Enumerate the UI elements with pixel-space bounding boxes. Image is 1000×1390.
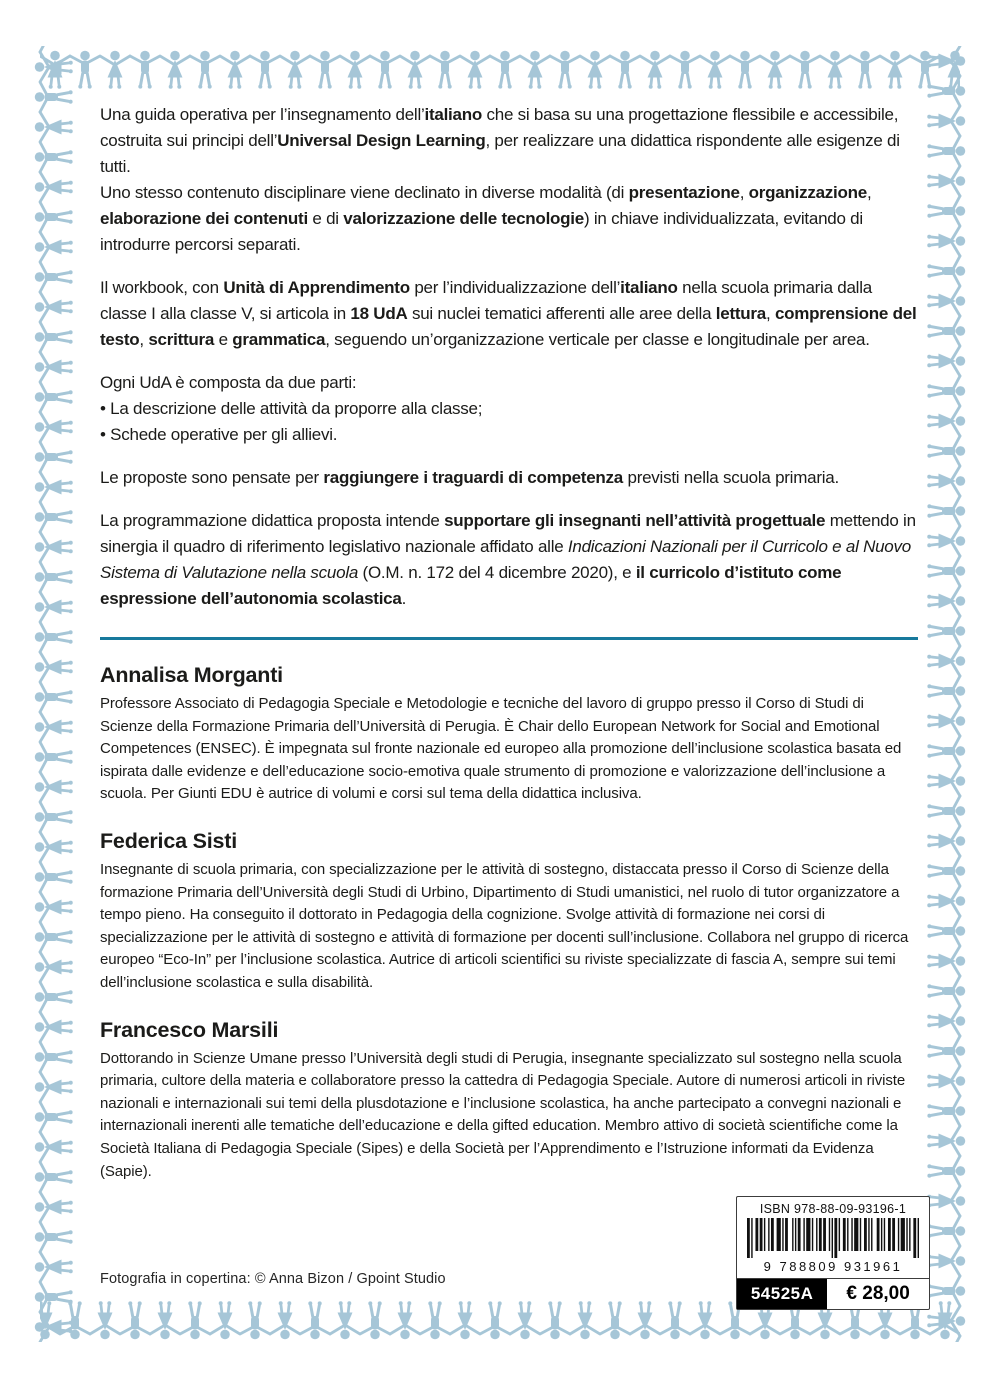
divider-rule: [100, 637, 918, 640]
author-section: [100, 829, 918, 995]
intro-paragraph: • Schede operative per gli allievi.: [100, 425, 338, 444]
doll-chain-border-right-icon: [924, 46, 968, 1342]
author-bio: Insegnante di scuola primaria, con specializzazione per le attività di sostegno, distaccata presso il Corso di Scienze della formazione Primaria dell’Università degli Studi di Urbino, Dipartimento di Studi umanistici, nel ruolo di tutor organizzatore a tempo pieno. Ha conseguito il dottorato in Pedagogia della cognizione. Svolge attività di formazione nei corsi di specializzazione per le attività di sostegno e attività di formazione per docenti sull’inclusione. Collabora nel gruppo di ricerca europeo “Eco-In” per l’inclusione scolastica. Autrice di articoli scientifici su riviste specializzate di fascia A, sempre sui temi dell’inclusione scolastica e sulla disabilità.: [100, 860, 909, 991]
intro-paragraph: • La descrizione delle attività da proporre alla classe;: [100, 399, 483, 418]
intro-paragraph: Una guida operativa per l’insegnamento dell’italiano che si basa su una progettazione flessibile e accessibile, costruita sui principi dell’Universal Design Learning, per realizzare una didattica rispondente alle esigenze di tutti.: [100, 105, 900, 176]
author-name: Francesco Marsili: [100, 1017, 279, 1042]
barcode-digits: 9 788809 931961: [763, 1259, 903, 1274]
author-bio: Dottorando in Scienze Umane presso l’Università degli studi di Perugia, insegnante specializzato sul sostegno nella scuola primaria, cultore della materia e collaboratore presso la cattedra di Pedagogia Speciale. Autore di numerosi articoli in riviste nazionali e internazionali sui temi della plusdotazione e l’inclusione scolastica, ha anche partecipato a convegni nazionali e internazionali inerenti alle tematiche dell’educazione e della gifted education. Membro attivo di società scientifiche come la Società Italiana di Pedagogia Speciale (Sipes) e della Società per l’Apprendimento e l’Istruzione informati da Evidenza (Sapie).: [100, 1049, 906, 1180]
photo-credit: Fotografia in copertina: © Anna Bizon / Gpoint Studio: [100, 1271, 446, 1287]
authors-section: [100, 663, 918, 1183]
doll-chain-border-top-icon: [40, 48, 960, 92]
author-section: [100, 1018, 918, 1184]
barcode-icon: [737, 1218, 929, 1258]
intro-section: [100, 102, 918, 612]
intro-paragraph: Le proposte sono pensate per raggiungere i traguardi di competenza previsti nella scuola primaria.: [100, 468, 839, 487]
intro-paragraph: La programmazione didattica proposta intende supportare gli insegnanti nell’attività progettuale mettendo in sinergia il quadro di riferimento legislativo nazionale affidato alle Indicazioni Nazionali per il Curricolo e al Nuovo Sistema di Valutazione nella scuola (O.M. n. 172 del 4 dicembre 2020), e il curricolo d’istituto come espressione dell’autonomia scolastica.: [100, 511, 916, 608]
product-code-badge: 54525A: [737, 1279, 827, 1309]
back-cover-content: [100, 102, 918, 1183]
author-bio: Professore Associato di Pedagogia Speciale e Metodologie e tecniche del lavoro di gruppo presso il Corso di Studi di Scienze della Formazione Primaria dell’Università di Perugia. È Chair dello European Network for Social and Emotional Competences (ENSEC). È impegnata sul fronte nazionale ed europeo alla promozione dell’inclusione scolastica basata ed ispirata dalle evidenze e dell’educazione socio-emotiva quale strumento di promozione e valorizzazione dell’inclusione a scuola. Per Giunti EDU è autrice di volumi e corsi sul tema della didattica inclusiva.: [100, 695, 902, 803]
isbn-label: ISBN 978-88-09-93196-1: [759, 1202, 907, 1216]
isbn-barcode-box: [736, 1196, 930, 1310]
intro-paragraph: Il workbook, con Unità di Apprendimento per l’individualizzazione dell’italiano nella scuola primaria dalla classe I alla classe V, si articola in 18 UdA sui nuclei tematici afferenti alle aree della lettura, comprensione del testo, scrittura e grammatica, seguendo un’organizzazione verticale per classe e longitudinale per area.: [100, 278, 917, 349]
price-band: [737, 1278, 929, 1309]
intro-paragraph: Uno stesso contenuto disciplinare viene declinato in diverse modalità (di presentazione, organizzazione, elaborazione dei contenuti e di valorizzazione delle tecnologie) in chiave individualizzata, evitando di introdurre percorsi separati.: [100, 183, 872, 254]
author-name: Annalisa Morganti: [100, 663, 283, 687]
author-section: [100, 663, 918, 806]
author-name: Federica Sisti: [100, 828, 238, 853]
price: € 28,00: [846, 1283, 910, 1304]
intro-paragraph: Ogni UdA è composta da due parti:: [100, 373, 357, 392]
doll-chain-border-left-icon: [32, 46, 76, 1342]
